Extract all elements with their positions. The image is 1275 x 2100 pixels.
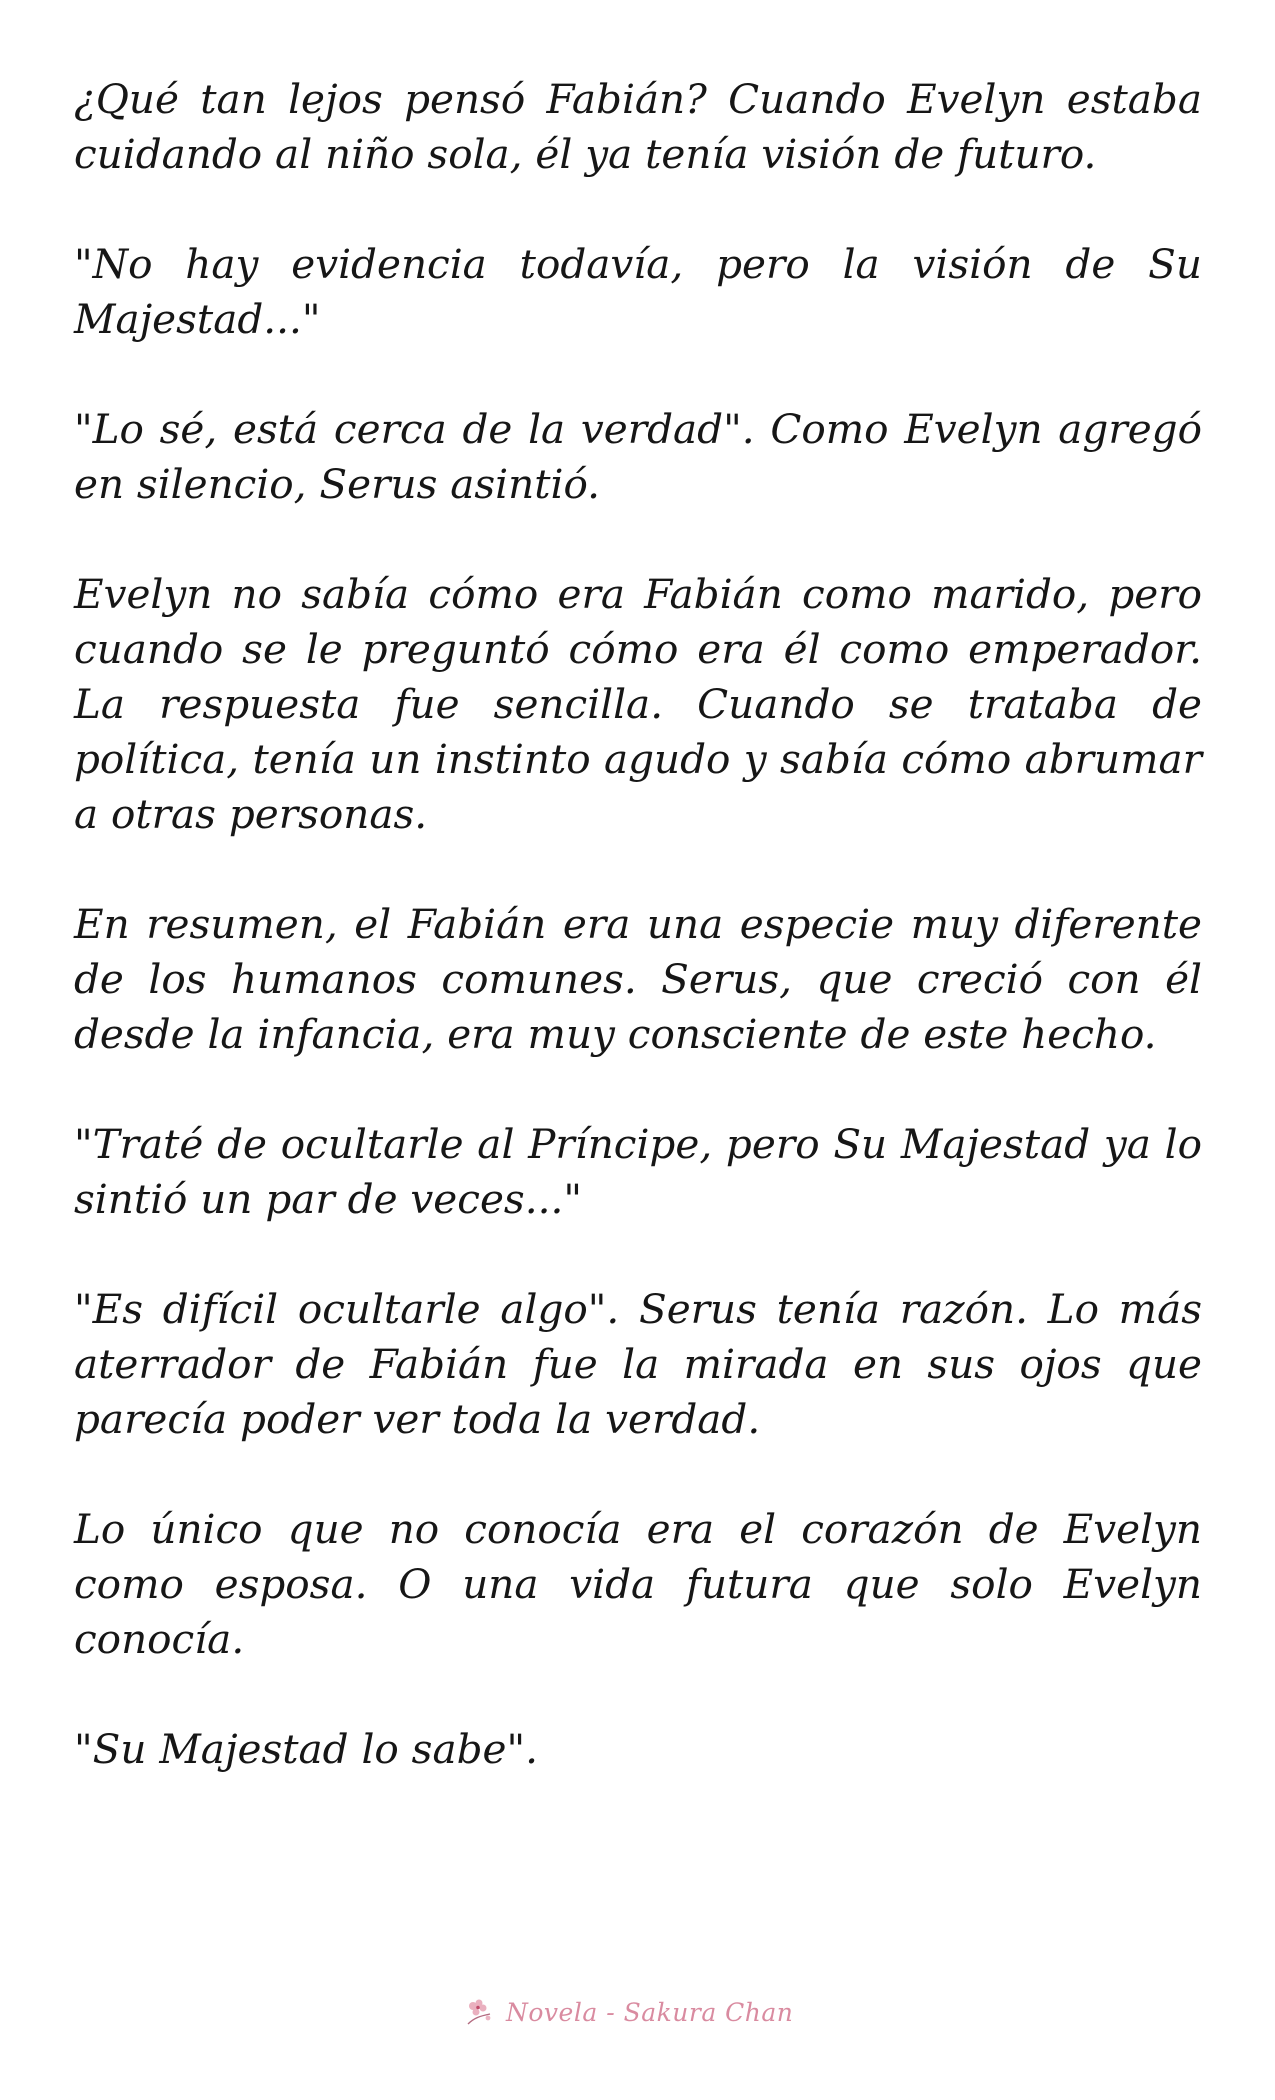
watermark	[462, 1990, 842, 2034]
watermark-text: Novela - Sakura Chan	[506, 1997, 794, 2027]
paragraph-9: "Su Majestad lo sabe".	[74, 1725, 539, 1773]
paragraph-4: Evelyn no sabía cómo era Fabián como marido, pero cuando se le preguntó cómo era él como emperador. La respuesta fue sencilla. Cuando se trataba de política, tenía un instinto agudo y sabía cómo abrumar a otras personas.	[74, 570, 1202, 838]
paragraph-3: "Lo sé, está cerca de la verdad". Como Evelyn agregó en silencio, Serus asintió.	[74, 405, 1202, 508]
document-body	[74, 72, 1202, 1832]
paragraph-5: En resumen, el Fabián era una especie muy diferente de los humanos comunes. Serus, que creció con él desde la infancia, era muy consciente de este hecho.	[74, 900, 1202, 1058]
paragraph-2: "No hay evidencia todavía, pero la visión de Su Majestad..."	[74, 240, 1202, 343]
paragraph-8: Lo único que no conocía era el corazón de Evelyn como esposa. O una vida futura que solo Evelyn conocía.	[74, 1505, 1202, 1663]
paragraph-1: ¿Qué tan lejos pensó Fabián? Cuando Evelyn estaba cuidando al niño sola, él ya tenía visión de futuro.	[74, 75, 1202, 178]
paragraph-7: "Es difícil ocultarle algo". Serus tenía razón. Lo más aterrador de Fabián fue la mirada en sus ojos que parecía poder ver toda la verdad.	[74, 1285, 1202, 1443]
sakura-flower-icon	[462, 1994, 498, 2030]
paragraph-6: "Traté de ocultarle al Príncipe, pero Su Majestad ya lo sintió un par de veces..."	[74, 1120, 1202, 1223]
